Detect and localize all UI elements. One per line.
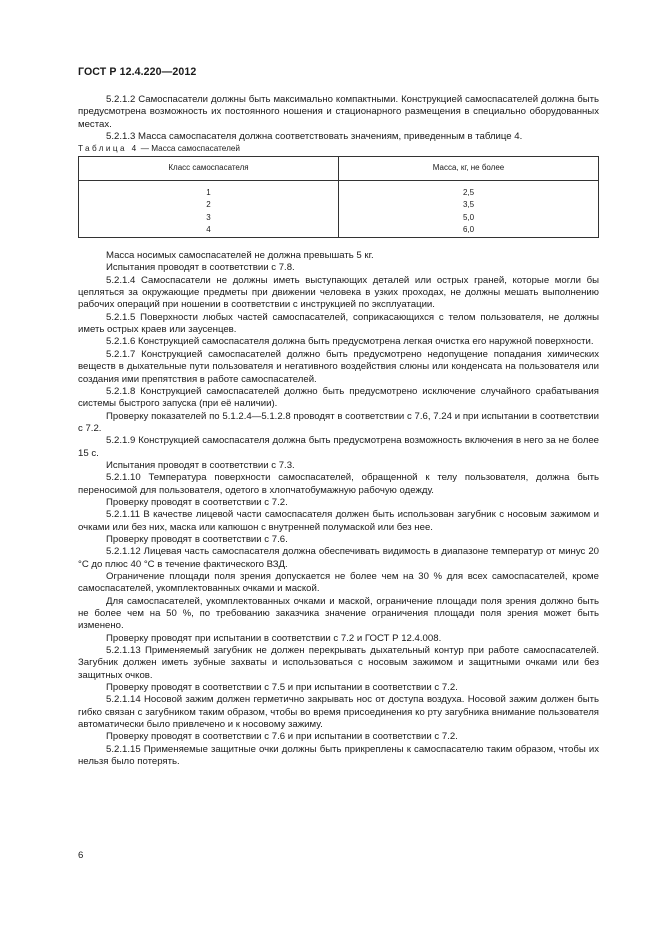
paragraph: Проверку проводят в соответствии с 7.5 и при испытании в соответствии с 7.2. <box>106 682 458 694</box>
table-row <box>79 199 599 212</box>
header-mass: Масса, кг, не более <box>339 156 599 180</box>
cell-class: 4 <box>79 224 339 238</box>
document-code-header: ГОСТ Р 12.4.220—2012 <box>78 66 197 78</box>
paragraph-5-2-1-15: 5.2.1.15 Применяемые защитные очки должны быть прикреплены к самоспасателю таким образом, чтобы их нельзя было потерять. <box>78 743 599 768</box>
cell-mass: 3,5 <box>339 199 599 212</box>
paragraph-5-2-1-7: 5.2.1.7 Конструкцией самоспасателей должно быть предусмотрено недопущение попадания химических веществ в дыхательные пути пользователя и негативного воздействия слюны или конденсата на пользователя или создания ими препятствия в работе самоспасателей. <box>78 348 599 385</box>
cell-class: 1 <box>79 180 339 199</box>
paragraph: Проверку проводят в соответствии с 7.2. <box>106 496 288 508</box>
paragraph-5-2-1-14: 5.2.1.14 Носовой зажим должен герметично закрывать нос от доступа воздуха. Носовой зажим должен быть гибко связан с загубником таким образом, чтобы во время присоединения ко рту загубника внимание пользователя автоматически было привлечено и к носовому зажиму. <box>78 694 599 731</box>
table-caption-title: — Масса самоспасателей <box>138 144 240 154</box>
paragraph-5-2-1-5: 5.2.1.5 Поверхности любых частей самоспасателей, соприкасающихся с телом пользователя, не должны иметь острых краев или заусенцев. <box>78 311 599 336</box>
cell-mass: 6,0 <box>339 224 599 238</box>
table-row <box>79 180 599 199</box>
paragraph: Проверку показателей по 5.1.2.4—5.1.2.8 проводят в соответствии с 7.6, 7.24 и при испытании в соответствии с 7.2. <box>78 410 599 434</box>
document-body <box>78 94 599 769</box>
paragraph-5-2-1-4: 5.2.1.4 Самоспасатели не должны иметь выступающих деталей или острых граней, которые могли бы цепляться за окружающие предметы при движении человека в узких проходах, не должны мешать выполнению рабочих операций при ношении в соответствии с инструкцией по эксплуатации. <box>78 274 599 311</box>
paragraph-5-2-1-11: 5.2.1.11 В качестве лицевой части самоспасателя должен быть использован загубник с носовым зажимом и очками или без них, маска или капюшон с внутренней полумаской или без нее. <box>78 509 599 533</box>
paragraph-5-2-1-8: 5.2.1.8 Конструкцией самоспасателей должно быть предусмотрено исключение случайного срабатывания системы быстрого запуска (при её наличии). <box>78 385 599 410</box>
paragraph-5-2-1-9: 5.2.1.9 Конструкцией самоспасателя должна быть предусмотрена возможность включения в него за не более 15 с. <box>78 435 599 459</box>
table-row <box>79 212 599 225</box>
paragraph: Проверку проводят в соответствии с 7.6 и при испытании в соответствии с 7.2. <box>106 731 458 743</box>
paragraph: Проверку проводят при испытании в соответствии с 7.2 и ГОСТ Р 12.4.008. <box>106 632 442 644</box>
paragraph: Проверку проводят в соответствии с 7.6. <box>106 533 288 545</box>
header-class: Класс самоспасателя <box>79 156 339 180</box>
paragraph-5-2-1-13: 5.2.1.13 Применяемый загубник не должен перекрывать дыхательный контур при работе самоспасателей. Загубник должен иметь зубные захваты и использоваться с носовым зажимом и защитными очками или без защитных очков. <box>78 645 599 681</box>
paragraph-5-2-1-2: 5.2.1.2 Самоспасатели должны быть максимально компактными. Конструкцией самоспасателей должна быть предусмотрена возможность их постоянного ношения и стационарного размещения в специально оборудованных местах. <box>78 94 599 130</box>
table-caption <box>78 143 599 155</box>
paragraph: Испытания проводят в соответствии с 7.8. <box>106 262 295 274</box>
mass-table <box>78 156 599 238</box>
paragraph-5-2-1-6: 5.2.1.6 Конструкцией самоспасателя должна быть предусмотрена легкая очистка его наружной поверхности. <box>106 336 594 348</box>
paragraph-5-2-1-3: 5.2.1.3 Масса самоспасателя должна соответствовать значениям, приведенным в таблице 4. <box>106 131 523 143</box>
cell-class: 3 <box>79 212 339 225</box>
page-number: 6 <box>78 850 84 861</box>
paragraph: Испытания проводят в соответствии с 7.3. <box>106 459 295 471</box>
paragraph: Масса носимых самоспасателей не должна превышать 5 кг. <box>106 250 374 262</box>
table-header-row <box>79 156 599 180</box>
paragraph-5-2-1-12: 5.2.1.12 Лицевая часть самоспасателя должна обеспечивать видимость в диапазоне температур от минус 20 °С до плюс 40 °С в течение фактического ВЗД. <box>78 546 599 570</box>
cell-class: 2 <box>79 199 339 212</box>
paragraph: Для самоспасателей, укомплектованных очками и маской, ограничение площади поля зрения должно быть не более чем на 50 %, по требованию заказчика значение ограничения площади поля зрения может быть изменено. <box>78 595 599 632</box>
table-caption-label: Таблица 4 <box>78 144 139 154</box>
cell-mass: 2,5 <box>339 180 599 199</box>
table-row <box>79 224 599 238</box>
cell-mass: 5,0 <box>339 212 599 225</box>
paragraph-5-2-1-10: 5.2.1.10 Температура поверхности самоспасателей, обращенной к телу пользователя, должна быть переносимой для пользователя, одетого в хлопчатобумажную рабочую одежду. <box>78 472 599 496</box>
paragraph: Ограничение площади поля зрения допускается не более чем на 30 % для всех самоспасателей, кроме самоспасателей, укомплектованных очками и маской. <box>78 571 599 595</box>
